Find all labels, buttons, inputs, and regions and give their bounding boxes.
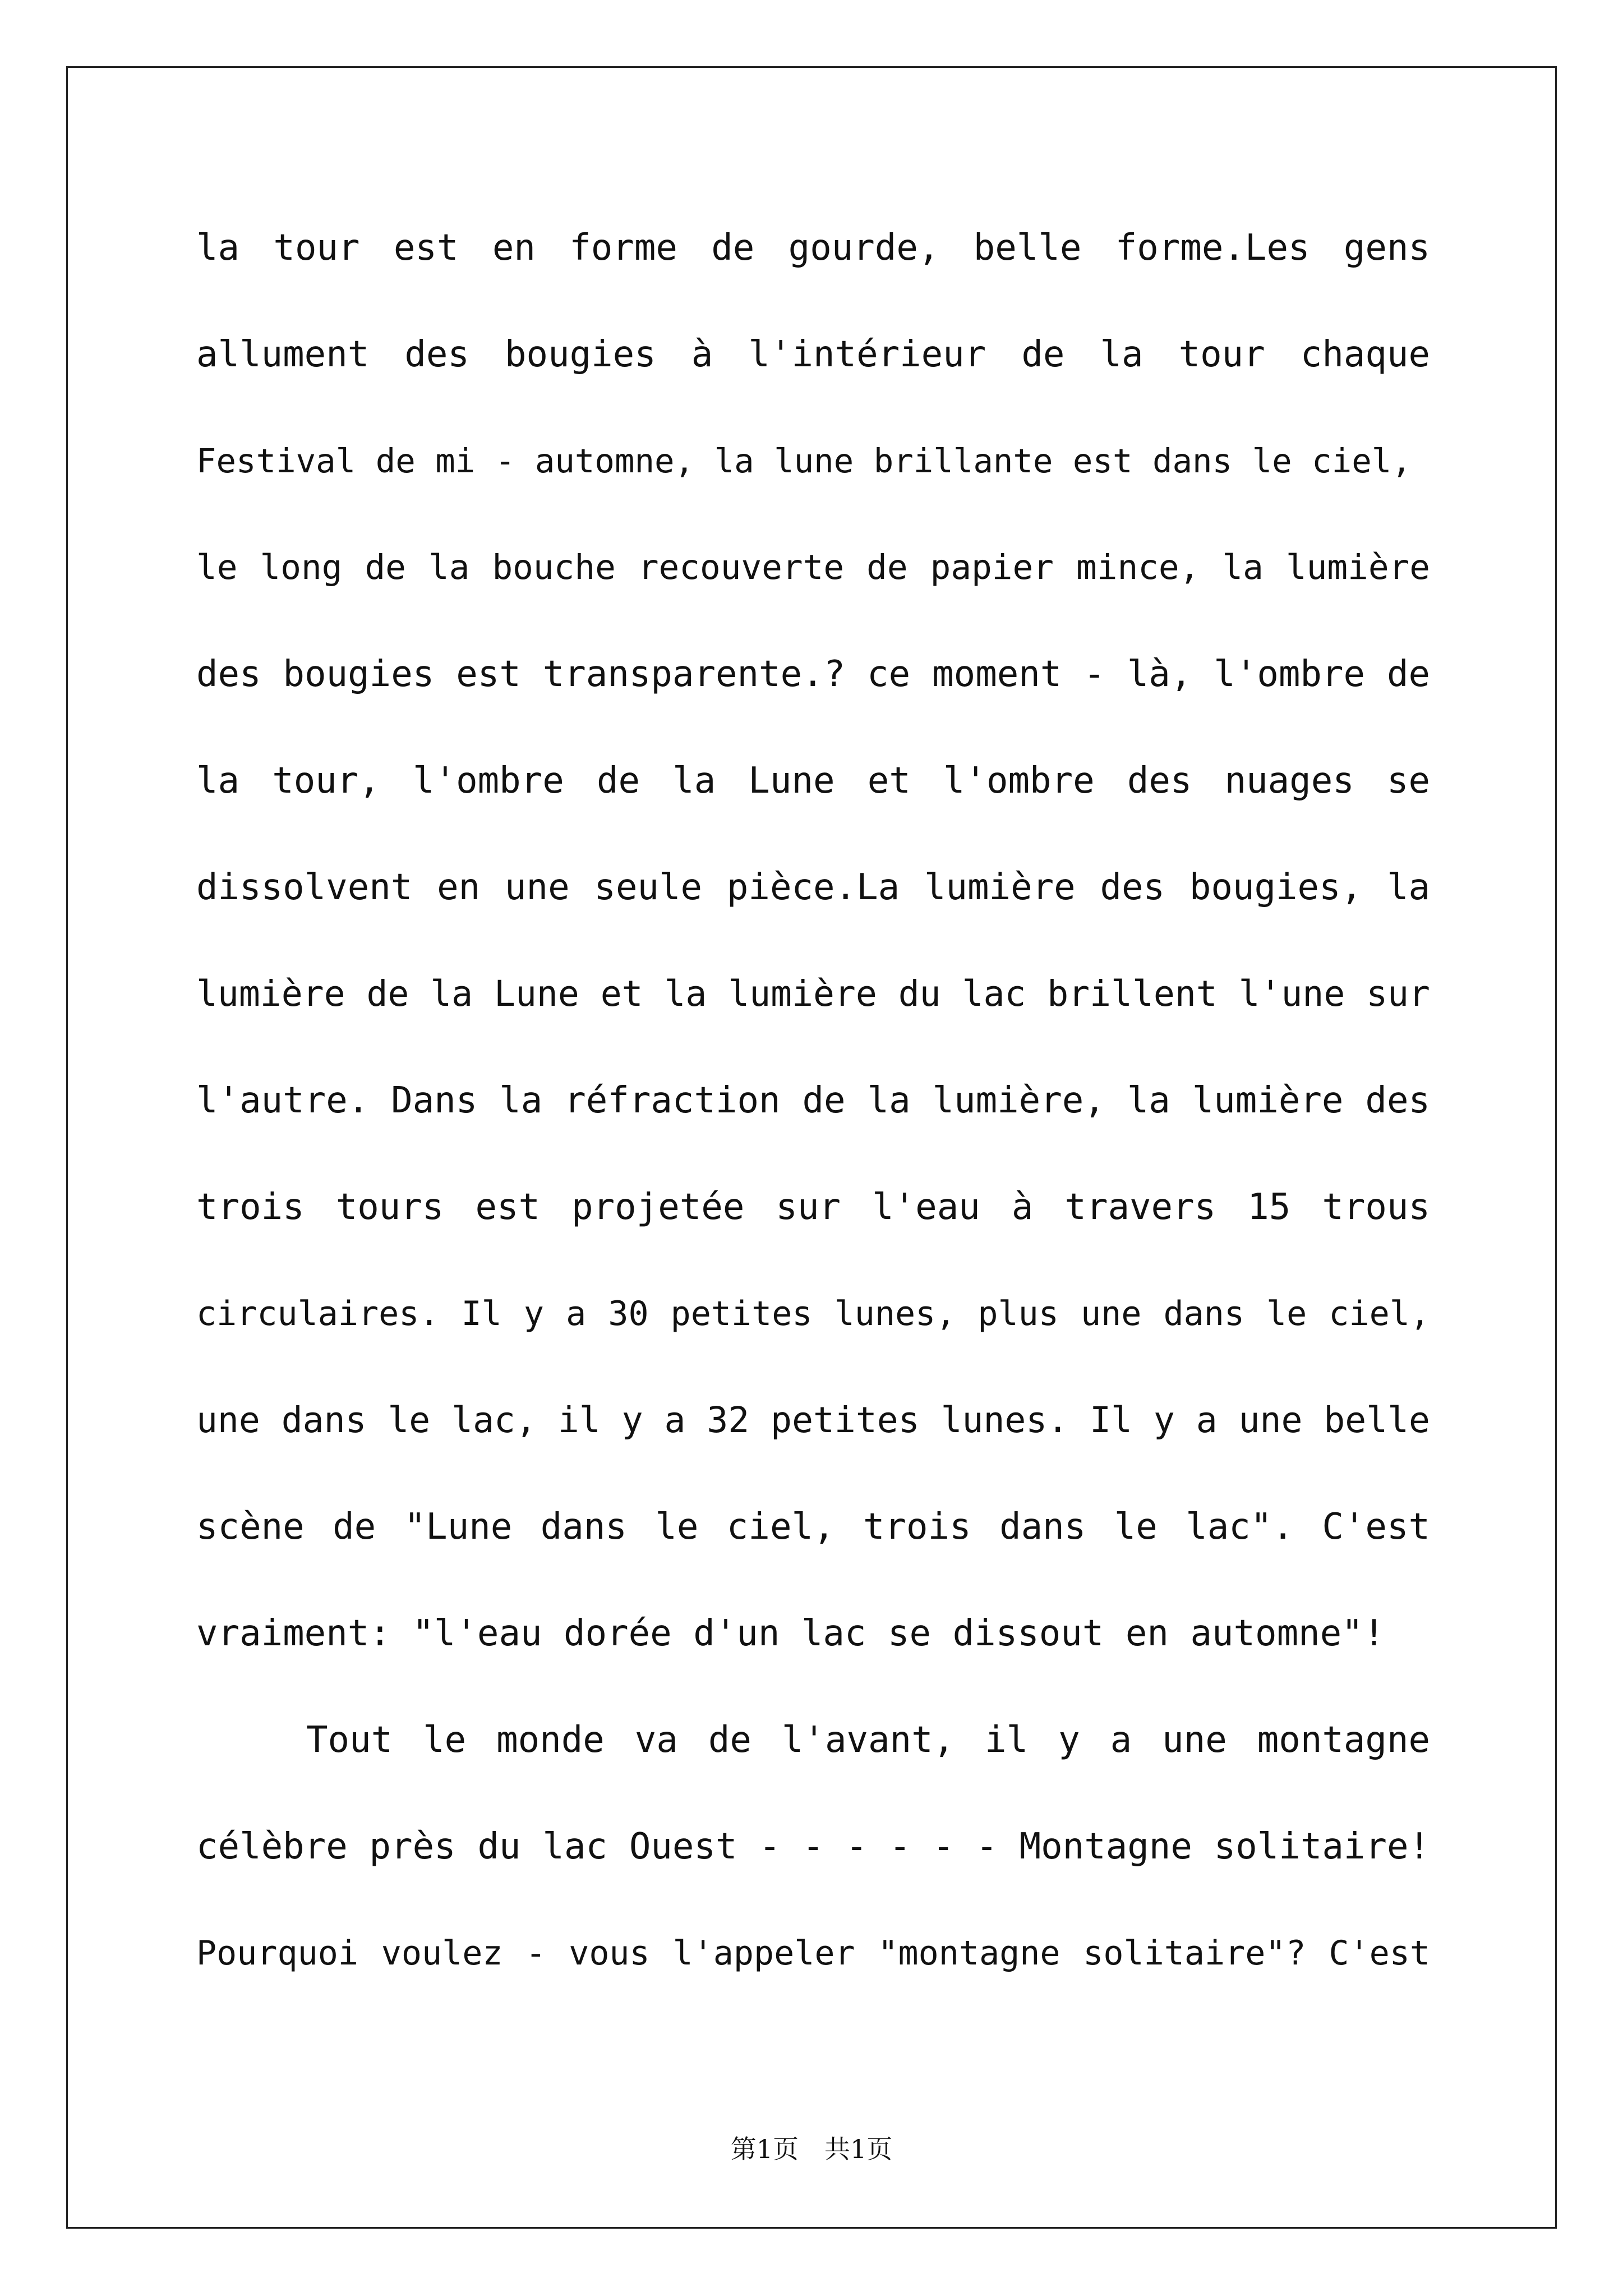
text-line: le long de la bouche recouverte de papier mince, la lumière bbox=[196, 547, 1430, 587]
text-line: trois tours est projetée sur l'eau à travers 15 trous bbox=[196, 1186, 1430, 1228]
text-line: lumière de la Lune et la lumière du lac brillent l'une sur bbox=[196, 973, 1430, 1014]
text-line: dissolvent en une seule pièce.La lumière des bougies, la bbox=[196, 867, 1430, 908]
text-line: une dans le lac, il y a 32 petites lunes. Il y a une belle bbox=[196, 1400, 1430, 1441]
text-line: la tour, l'ombre de la Lune et l'ombre des nuages se bbox=[196, 760, 1430, 802]
text-line: circulaires. Il y a 30 petites lunes, plus une dans le ciel, bbox=[196, 1294, 1430, 1333]
paragraph-first-line: Tout le monde va de l'avant, il y a une montagne bbox=[306, 1719, 1430, 1761]
text-line: Pourquoi voulez - vous l'appeler "montagne solitaire"? C'est bbox=[196, 1934, 1430, 1973]
text-line: vraiment: "l'eau dorée d'un lac se dissout en automne"! bbox=[196, 1613, 1385, 1654]
text-line: la tour est en forme de gourde, belle forme.Les gens bbox=[196, 227, 1430, 269]
text-line: célèbre près du lac Ouest - - - - - - Montagne solitaire! bbox=[196, 1826, 1430, 1867]
page-number-footer: 第1页 共1页 bbox=[730, 2134, 893, 2164]
text-line: scène de "Lune dans le ciel, trois dans le lac". C'est bbox=[196, 1506, 1430, 1548]
text-line: des bougies est transparente.? ce moment - là, l'ombre de bbox=[196, 654, 1430, 695]
page-border bbox=[66, 66, 1557, 2229]
text-line: allument des bougies à l'intérieur de la tour chaque bbox=[196, 334, 1430, 375]
text-line: l'autre. Dans la réfraction de la lumière, la lumière des bbox=[196, 1080, 1430, 1121]
text-line: Festival de mi - automne, la lune brillante est dans le ciel, bbox=[196, 441, 1412, 480]
